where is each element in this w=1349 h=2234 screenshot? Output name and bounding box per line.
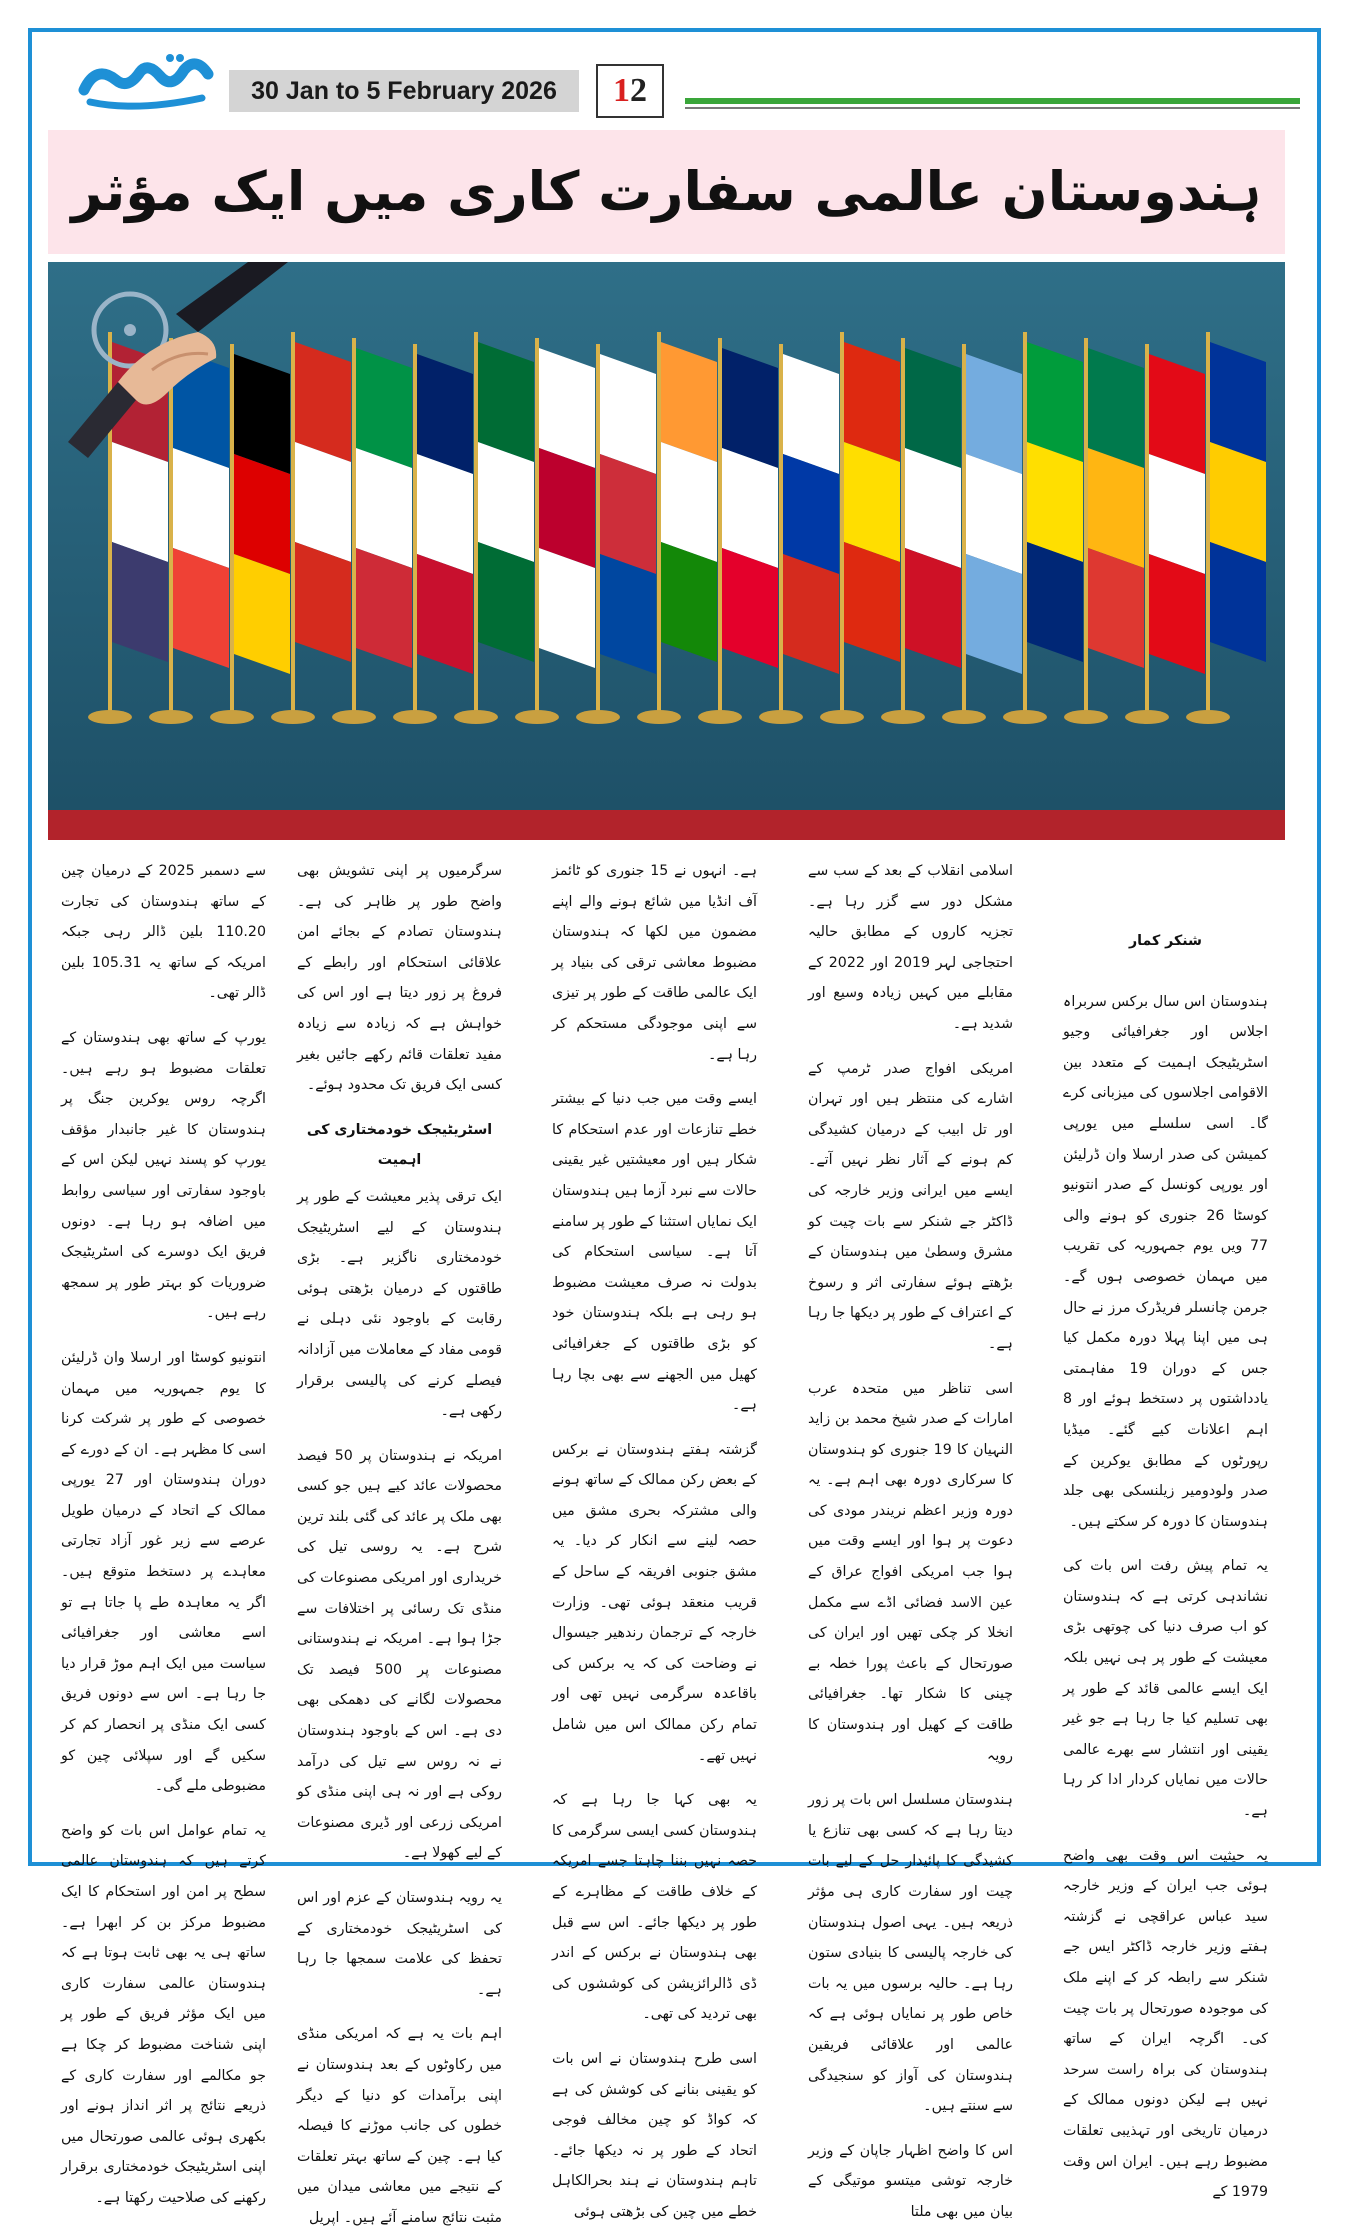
page-number-digit-2: 2 — [630, 72, 647, 109]
article-paragraph: یہ تمام عوامل اس بات کو واضح کرتے ہیں کہ ہندوستان عالمی سطح پر امن اور استحکام کا ایک مضبوط مرکز بن کر ابھرا ہے۔ ساتھ ہی یہ بھی ثابت ہوتا ہے کہ ہندوستان عالمی سفارت کاری میں ایک مؤثر فریق کے طور پر اپنی شناخت مضبوط کر چکا ہے جو مکالمے اور سفارت کاری کے ذریعے نتائج پر اثر انداز ہونے اور بکھری ہوئی عالمی صورتحال میں اپنی اسٹریٹیجک خودمختاری برقرار رکھنے کی صلاحیت رکھتا ہے۔ — [61, 1822, 266, 2206]
flag-base — [942, 710, 986, 724]
flag-stripe — [905, 548, 961, 668]
article-paragraph: یہ حیثیت اس وقت بھی واضح ہوئی جب ایران کے وزیر خارجہ سید عباس عراقچی نے گزشتہ ہفتے وزیر خارجہ ڈاکٹر ایس جے شنکر سے رابطہ کر کے اپنے ملک کی موجودہ صورتحال پر بات چیت کی۔ اگرچہ ایران کے ساتھ ہندوستان کی براہ راست سرحد نہیں ہے لیکن دونوں ممالک کے درمیان تاریخی اور تہذیبی تعلقات مضبوط رہے ہیں۔ ایران اس وقت 1979 کے — [1063, 1847, 1268, 2201]
article-paragraph: اسلامی انقلاب کے بعد کے سب سے مشکل دور سے گزر رہا ہے۔ تجزیہ کاروں کے مطابق حالیہ احتجاجی لہر 2019 اور 2022 کے مقابلے میں کہیں زیادہ وسیع اور شدید ہے۔ — [808, 863, 1014, 1032]
article-paragraph: اسی تناظر میں متحدہ عرب امارات کے صدر شیخ محمد بن زاید النہیان کا 19 جنوری کو ہندوستان کا سرکاری دورہ بھی اہم ہے۔ یہ دورہ وزیر اعظم نریندر مودی کی دعوت پر ہوا اور ایسے وقت میں ہوا جب امریکی افواج عراق کے عین الاسد فضائی اڈے سے مکمل انخلا کر چکی تھیں اور ایران کی صورتحال کے باعث پورا خطہ بے چینی کا شکار تھا۔ جغرافیائی طاقت کے کھیل اور ہندوستان کا رویہ — [808, 1380, 1013, 1764]
flag-stripe — [1088, 448, 1144, 568]
flag-stripe — [1027, 342, 1083, 462]
flag-base — [576, 710, 620, 724]
flag-stripe — [417, 354, 473, 474]
flag-stripe — [173, 548, 229, 668]
flag-pole — [840, 332, 844, 712]
flag-stripe — [905, 448, 961, 568]
headline: ہندوستان عالمی سفارت کاری میں ایک مؤثر — [71, 160, 1262, 223]
flag-stripe — [722, 448, 778, 568]
flag-stripe — [783, 354, 839, 474]
flag-base — [698, 710, 742, 724]
flag-base — [88, 710, 132, 724]
page-number-digit-1: 1 — [613, 72, 630, 109]
article-column-3 — [552, 856, 758, 2220]
article-photo-flags-handshake — [48, 262, 1285, 840]
article-column-2 — [808, 856, 1014, 2220]
flag-base — [332, 710, 376, 724]
article-column-4 — [297, 856, 502, 2226]
article-paragraph: ہندوستان اس سال برکس سربراہ اجلاس اور جغرافیائی وجیو اسٹریٹیجک اہمیت کے متعدد بین الاقوامی اجلاسوں کی میزبانی کرے گا۔ اسی سلسلے میں یورپی کمیشن کی صدر ارسلا وان ڈرلیئن اور یورپی کونسل کے صدر انتونیو کوسٹا 26 جنوری کو ہونے والی 77 ویں یوم جمہوریہ کی تقریب میں مہمان خصوصی ہوں گے۔ جرمن چانسلر فریڈرک مرز نے حال ہی میں اپنا پہلا دورہ مکمل کیا جس کے دوران 19 مفاہمتی یادداشتوں پر دستخط ہوئے اور 8 اہم اعلانات کیے گئے۔ میڈیا رپورٹوں کے مطابق یوکرین کے صدر ولودومیر زیلنسکی بھی جلد ہندوستان کا دورہ کر سکتے ہیں۔ — [1063, 993, 1268, 1530]
flag-base — [1125, 710, 1169, 724]
article-paragraph: انتونیو کوسٹا اور ارسلا وان ڈرلیئن کا یوم جمہوریہ میں مہمان خصوصی کے طور پر شرکت کرنا اسی کا مظہر ہے۔ ان کے دورے کے دوران ہندوستان اور 27 یورپی ممالک کے اتحاد کے درمیان طویل عرصے سے زیر غور آزاد تجارتی معاہدے پر دستخط متوقع ہیں۔ اگر یہ معاہدہ طے پا جاتا ہے تو اسے معاشی اور جغرافیائی سیاست میں ایک اہم موڑ قرار دیا جا رہا ہے۔ اس سے دونوں فریق کسی ایک منڈی پر انحصار کم کر سکیں گے اور سپلائی چین کو مضبوطی ملے گی۔ — [61, 1349, 266, 1795]
flag-stripe — [1210, 442, 1266, 562]
article-paragraph: اہم بات یہ ہے کہ امریکی منڈی میں رکاوٹوں کے بعد ہندوستان نے اپنی برآمدات کو دنیا کے دیگر خطوں کی جانب موڑنے کا فیصلہ کیا ہے۔ چین کے ساتھ بہتر تعلقات کے نتیجے میں معاشی میدان میں مثبت نتائج سامنے آئے ہیں۔ اپریل — [297, 2026, 502, 2226]
flag-stripe — [478, 342, 534, 462]
flag-pole — [901, 338, 905, 712]
flag-pole — [962, 344, 966, 712]
flag-stripe — [112, 442, 168, 562]
flag-pole — [718, 338, 722, 712]
flag-base — [393, 710, 437, 724]
flag-base — [149, 710, 193, 724]
flag-stripe — [539, 348, 595, 468]
article-paragraph: اس کا واضح اظہار جاپان کے وزیر خارجہ توشی میتسو موتیگی کے بیان میں بھی ملتا — [808, 2142, 1013, 2220]
flag-pole — [474, 332, 478, 712]
article-paragraph: ایسے وقت میں جب دنیا کے بیشتر خطے تنازعات اور عدم استحکام کا شکار ہیں اور معیشتیں غیر یقینی حالات سے نبرد آزما ہیں ہندوستان ایک نمایاں استثنا کے طور پر سامنے آتا ہے۔ سیاسی استحکام کی بدولت نہ صرف معیشت مضبوط ہو رہی ہے بلکہ ہندوستان خود کو بڑی طاقتوں کے جغرافیائی کھیل میں الجھنے سے بھی بچا رہا ہے۔ — [552, 1091, 757, 1414]
flag-stripe — [478, 542, 534, 662]
flag-stripe — [783, 454, 839, 574]
flag-base — [637, 710, 681, 724]
article-paragraph: سے دسمبر 2025 کے درمیان چین کے ساتھ ہندوستان کی تجارت 110.20 بلین ڈالر رہی جبکہ امریکہ کے ساتھ یہ 105.31 بلین ڈالر تھی۔ — [61, 863, 266, 1002]
article-paragraph: سرگرمیوں پر اپنی تشویش بھی واضح طور پر ظاہر کی ہے۔ ہندوستان تصادم کے بجائے امن علاقائی استحکام اور رابطے کے فروغ پر زور دیتا ہے اور اس کی خواہش ہے کہ زیادہ سے زیادہ مفید تعلقات قائم رکھے جائیں بغیر کسی ایک فریق تک محدود ہوئے۔ — [297, 863, 502, 1094]
flag-stripe — [783, 554, 839, 674]
flag-stripe — [600, 454, 656, 574]
flag-pole — [1206, 332, 1210, 712]
flag-pole — [413, 344, 417, 712]
flag-stripe — [234, 554, 290, 674]
flag-stripe — [844, 542, 900, 662]
flag-stripe — [173, 448, 229, 568]
flag-stripe — [356, 548, 412, 668]
flag-stripe — [966, 454, 1022, 574]
flag-base — [1064, 710, 1108, 724]
flag-stripe — [661, 342, 717, 462]
flag-stripe — [478, 442, 534, 562]
flag-stripe — [295, 542, 351, 662]
article-paragraph: یہ بھی کہا جا رہا ہے کہ ہندوستان کسی ایسی سرگرمی کا حصہ نہیں بننا چاہتا جسے امریکہ کے خلاف طاقت کے مظاہرے کے طور پر دیکھا جائے۔ اس سے قبل بھی ہندوستان نے برکس کے اندر ڈی ڈالرائزیشن کی کوششوں کی بھی تردید کی تھی۔ — [552, 1792, 757, 2023]
masthead-logo — [76, 50, 216, 118]
masthead-rule-thin — [685, 107, 1300, 109]
flag-pole — [352, 338, 356, 712]
byline: شنکر کمار — [1128, 933, 1203, 949]
article-paragraph: یورپ کے ساتھ بھی ہندوستان کے تعلقات مضبوط ہو رہے ہیں۔ اگرچہ روس یوکرین جنگ پر ہندوستان کا غیر جانبدار مؤقف یورپ کو پسند نہیں لیکن اس کے باوجود سفارتی اور سیاسی روابط میں اضافہ ہو رہا ہے۔ دونوں فریق ایک دوسرے کی اسٹریٹیجک ضروریات کو بہتر طور پر سمجھ رہے ہیں۔ — [61, 1029, 266, 1322]
article-paragraph: یہ تمام پیش رفت اس بات کی نشاندہی کرتی ہے کہ ہندوستان کو اب صرف دنیا کی چوتھی بڑی معیشت کے طور پر ہی نہیں بلکہ ایک ایسے عالمی قائد کے طور پر بھی تسلیم کیا جا رہا ہے جو غیر یقینی اور انتشار سے بھرے عالمی حالات میں نمایاں کردار ادا کر رہا ہے۔ — [1063, 1558, 1268, 1820]
flag-stripe — [417, 554, 473, 674]
article-paragraph: ایک ترقی پذیر معیشت کے طور پر ہندوستان کے لیے اسٹریٹیجک خودمختاری ناگزیر ہے۔ بڑی طاقتوں کے درمیان بڑھتی ہوئی رقابت کے باوجود نئی دہلی نے قومی مفاد کے معاملات میں آزادانہ فیصلے کرنے کی پالیسی برقرار رکھی ہے۔ — [297, 1188, 502, 1420]
flag-stripe — [844, 442, 900, 562]
flag-pole — [1084, 338, 1088, 712]
flag-stripe — [600, 354, 656, 474]
flag-base — [271, 710, 315, 724]
flag-stripe — [1027, 442, 1083, 562]
flag-stripe — [356, 348, 412, 468]
issue-date: 30 Jan to 5 February 2026 — [229, 70, 579, 112]
flag-stripe — [356, 448, 412, 568]
flag-pole — [291, 332, 295, 712]
flag-stripe — [722, 548, 778, 668]
article-column-1 — [1063, 856, 1268, 2201]
flag-stripe — [417, 454, 473, 574]
flag-pole — [169, 338, 173, 712]
flag-pole — [779, 344, 783, 712]
article-paragraph: گزشتہ ہفتے ہندوستان نے برکس کے بعض رکن ممالک کے ساتھ ہونے والی مشترکہ بحری مشق میں حصہ لینے سے انکار کر دیا۔ یہ مشق جنوبی افریقہ کے ساحل کے قریب منعقد ہوئی تھی۔ وزارت خارجہ کے ترجمان رندھیر جیسوال نے وضاحت کی کہ یہ برکس کی باقاعدہ سرگرمی نہیں تھی اور تمام رکن ممالک اس میں شامل نہیں تھے۔ — [552, 1441, 757, 1764]
flag-stripe — [905, 348, 961, 468]
subheading: اسٹریٹیجک خودمختاری کی اہمیت — [306, 1121, 493, 1169]
flag-stripe — [112, 542, 168, 662]
flag-pole — [596, 344, 600, 712]
flag-pole — [230, 344, 234, 712]
flag-pole — [1145, 344, 1149, 712]
flag-stripe — [661, 542, 717, 662]
article-column-5 — [61, 856, 266, 2206]
flag-stripe — [539, 548, 595, 668]
flag-stripe — [1210, 342, 1266, 462]
flag-base — [515, 710, 559, 724]
flag-stripe — [1027, 542, 1083, 662]
article-paragraph: یہ رویہ ہندوستان کے عزم اور اس کی اسٹریٹیجک خودمختاری کے تحفظ کی علامت سمجھا جا رہا ہے۔ — [297, 1890, 502, 1998]
flag-base — [820, 710, 864, 724]
flag-stripe — [1149, 354, 1205, 474]
flag-base — [1186, 710, 1230, 724]
flag-stripe — [661, 442, 717, 562]
article-paragraph: امریکہ نے ہندوستان پر 50 فیصد محصولات عائد کیے ہیں جو کسی بھی ملک پر عائد کی گئی بلند ترین شرح ہے۔ یہ روسی تیل کی خریداری اور امریکی مصنوعات کی منڈی تک رسائی پر اختلافات سے جڑا ہوا ہے۔ امریکہ نے ہندوستانی مصنوعات پر 500 فیصد تک محصولات لگانے کی دھمکی بھی دی ہے۔ اس کے باوجود ہندوستان نے نہ روس سے تیل کی درآمد روکی ہے اور نہ ہی اپنی منڈی کو امریکی زرعی اور ڈیری مصنوعات کے لیے کھولا ہے۔ — [297, 1447, 502, 1862]
flag-stripe — [1088, 548, 1144, 668]
masthead-rule-green — [685, 98, 1300, 104]
flag-stripe — [234, 454, 290, 574]
flag-stripe — [295, 442, 351, 562]
flag-stripe — [966, 554, 1022, 674]
flag-stripe — [600, 554, 656, 674]
article-paragraph: اسی طرح ہندوستان نے اس بات کو یقینی بنانے کی کوشش کی ہے کہ کواڈ کو چین مخالف فوجی اتحاد کے طور پر نہ دیکھا جائے۔ تاہم ہندوستان نے ہند بحرالکاہل خطے میں چین کی بڑھتی ہوئی — [552, 2050, 757, 2220]
flag-pole — [1023, 332, 1027, 712]
flag-base — [1003, 710, 1047, 724]
flag-base — [759, 710, 803, 724]
flag-base — [210, 710, 254, 724]
flag-pole — [535, 338, 539, 712]
flag-stripe — [966, 354, 1022, 474]
article-paragraph: ہندوستان مسلسل اس بات پر زور دیتا رہا ہے کہ کسی بھی تنازع یا کشیدگی کا پائیدار حل کے لیے بات چیت اور سفارت کاری ہی مؤثر ذریعہ ہیں۔ یہی اصول ہندوستان کی خارجہ پالیسی کا بنیادی ستون رہا ہے۔ حالیہ برسوں میں یہ بات خاص طور پر نمایاں ہوئی ہے کہ عالمی اور علاقائی فریقین ہندوستان کی آواز کو سنجیدگی سے سنتے ہیں۔ — [808, 1792, 1013, 2115]
flag-stripe — [234, 354, 290, 474]
flag-stripe — [539, 448, 595, 568]
flag-stripe — [722, 348, 778, 468]
flag-pole — [657, 332, 661, 712]
article-paragraph: ہے۔ انہوں نے 15 جنوری کو ٹائمز آف انڈیا میں شائع ہونے والے اپنے مضمون میں لکھا کہ ہندوستان مضبوط معاشی ترقی کی بنیاد پر ایک عالمی طاقت کے طور پر تیزی سے اپنی موجودگی مستحکم کر رہا ہے۔ — [552, 863, 758, 1063]
flag-stripe — [844, 342, 900, 462]
flag-stripe — [1210, 542, 1266, 662]
flag-pole — [108, 332, 112, 712]
article-paragraph: امریکی افواج صدر ٹرمپ کے اشارے کی منتظر ہیں اور تہران اور تل ابیب کے درمیان کشیدگی کم ہونے کے آثار نظر نہیں آتے۔ ایسے میں ایرانی وزیر خارجہ کی ڈاکٹر جے شنکر سے بات چیت کو مشرق وسطیٰ میں ہندوستان کے بڑھتے ہوئے سفارتی اثر و رسوخ کے اعتراف کے طور پر دیکھا جا رہا ہے۔ — [808, 1060, 1013, 1352]
flag-stripe — [1149, 554, 1205, 674]
flag-stripe — [295, 342, 351, 462]
page-number — [596, 64, 664, 118]
flag-stripe — [1149, 454, 1205, 574]
flag-base — [454, 710, 498, 724]
flag-base — [881, 710, 925, 724]
flag-stripe — [1088, 348, 1144, 468]
